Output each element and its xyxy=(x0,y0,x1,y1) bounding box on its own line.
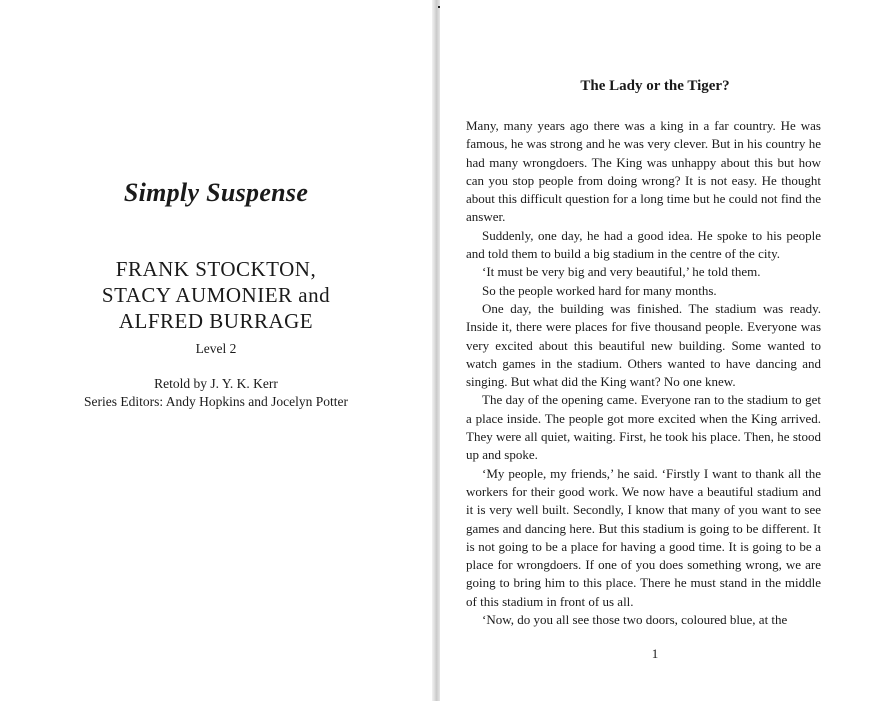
reading-level: Level 2 xyxy=(195,341,237,356)
book-title: Simply Suspense xyxy=(123,178,309,207)
paragraph: ‘My people, my friends,’ he said. ‘Firstly I want to thank all the workers for their good work. We now have a beautiful stadium and it is very well built. Secondly, I know that many of you want to see games and dancing here. But this stadium is going to be different. It is not going to be a place for having a good time. It is going to be a place for wrongdoers. If one of you does something wrong, we are going to bring him to this place. There he must stand in the middle of this stadium in front of us all. xyxy=(466,465,821,609)
story-body xyxy=(466,117,821,629)
author-line: FRANK STOCKTON, xyxy=(115,257,317,281)
credits xyxy=(0,375,432,411)
retold-by: Retold by J. Y. K. Kerr xyxy=(154,376,278,391)
paragraph: One day, the building was finished. The stadium was ready. Inside it, there were places for five thousand people. Everyone was very excited about this beautiful new building. Some wanted to watch games in the stadium. Others wanted to have dancing and singing. But what did the King want? No one knew. xyxy=(466,300,821,390)
paragraph: Suddenly, one day, he had a good idea. He spoke to his people and told them to build a big stadium in the centre of the city. xyxy=(466,227,821,262)
author-line: STACY AUMONIER and xyxy=(101,283,331,307)
paragraph: Many, many years ago there was a king in a far country. He was famous, he was strong and he was very clever. But in his country he had many wrongdoers. The King was unhappy about this but how can you stop people from doing wrong? It is not easy. He thought about this difficult question for a long time but he could not find the answer. xyxy=(466,118,821,225)
paragraph: ‘Now, do you all see those two doors, coloured blue, at the xyxy=(482,612,788,628)
story-title: The Lady or the Tiger? xyxy=(580,78,730,94)
story-page xyxy=(440,0,870,701)
paragraph: So the people worked hard for many months. xyxy=(482,282,717,298)
page-number: 1 xyxy=(651,646,659,661)
paragraph: The day of the opening came. Everyone ran to the stadium to get a place inside. The people got more excited when the King arrived. They were all quiet, waiting. First, he took his place. Then, he stood up and spoke. xyxy=(466,392,821,463)
author-list xyxy=(0,256,432,334)
series-editors: Series Editors: Andy Hopkins and Jocelyn Potter xyxy=(84,394,348,409)
title-page xyxy=(0,0,432,701)
book-gutter xyxy=(432,0,440,701)
paragraph: ‘It must be very big and very beautiful,’ he told them. xyxy=(482,264,761,280)
author-line: ALFRED BURRAGE xyxy=(118,309,314,333)
